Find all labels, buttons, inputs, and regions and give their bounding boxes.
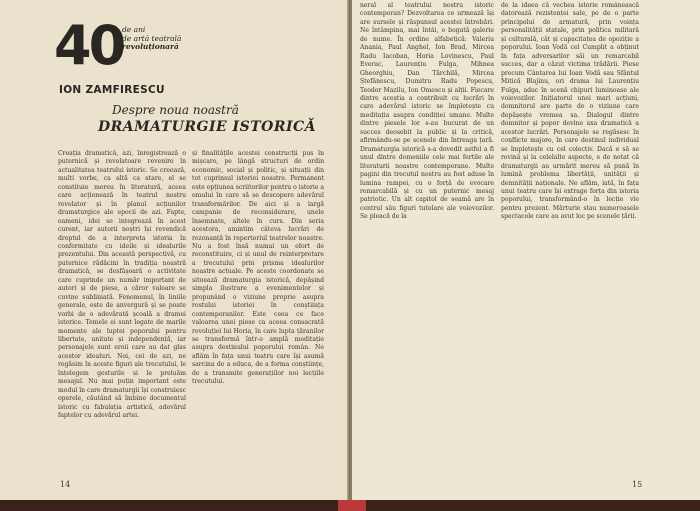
left-page	[0, 0, 348, 500]
subtitle-line-1: de ani	[122, 25, 146, 34]
anniversary-header	[54, 14, 194, 88]
right-page-number: 15	[632, 480, 643, 489]
subtitle-line-3: revoluționară	[122, 42, 179, 51]
article-title-line1: Despre noua noastră	[112, 103, 239, 117]
left-page-number: 14	[60, 480, 71, 489]
right-column-2-text: de la ideea că vechea istorie românească datorează rezistenței sale, pe de o parte principelui de armatură, prin voința personalității statale, prin politica militară și culturală, cât și capacitatea de opoziție a poporului. Ioan Vodă cel Cumplit a obținut în fața adversarilor săi un remarcabil succes, dar a căzut victima trădării. Piese precum Cântarea lui Ioan Vodă sau Sfântul Mitică Blajinu, ori drama lui Laurențiu Fulga, aduc în scenă chipuri luminoase ale voievozilor. Inițiatorul unei mari acțiuni, domnitorul are parte de o viziune care depășește vremea sa. Dialogul dintre domnitor și popor devine axa dramatică a acestor lucrări. Personajele se regăsesc în conflicte majore, în care destinul individual se împletește cu cel colectiv. Dacă e să se revină și la celelalte aspecte, e de notat că dramaturgii au urmărit mereu să pună în lumină problema libertății, unității și demnității naționale. Ne aflăm, iată, în fața unui teatru care își extrage forța din istoria poporului, transformând-o în lecție vie pentru prezent. Mărturie stau numeroasele spectacole care au avut loc pe scenele țării.	[501, 2, 639, 221]
right-column-1	[360, 2, 494, 478]
left-column-1-text: Creația dramatică, azi, înregistrează o puternică și revelatoare revenire în actualitatea teatrului istoric. Se creează, multi vorbe, ca altă ca atare, el se constituie mereu în literatură, aceea care acționează în teatrul nostru revelator și în planul acțiunilor dramaturgice ale epocii de azi. Fapte, oameni, idei se integrează în acest curent, iar autorii noștri își revendică dreptul de a interpreta istoria în conformitate cu ideile și idealurile prezentului. Din această perspectivă, cu puternice rădăcini în tradiția noastră dramatică, se desfășoară o activitate care cuprinde un număr important de autori și de piese, a căror valoare se cuvine subliniată. Fenomenul, în liniile generale, este de anvergură și se poate vorbi de o adevărată școală a dramei istorice. Temele ei sunt legate de marile momente ale luptei poporului pentru libertate, unitate și independență, iar personajele sunt eroii care au dat glas acestor idealuri. Noi, cei de azi, ne regăsim în aceste figuri ale trecutului, le înțelegem gesturile și le preluăm mesajul. Nu mai puțin important este modul în care dramaturgii își construiesc operele, căutând să îmbine documentul istoric cu fabulația artistică, adevărul faptelor cu adevărul artei.	[58, 150, 186, 420]
article-title-line2: DRAMATURGIE ISTORICĂ	[98, 119, 317, 135]
right-column-2	[501, 2, 639, 478]
anniversary-number: 40	[54, 14, 124, 77]
article-author: ION ZAMFIRESCU	[59, 84, 165, 96]
anniversary-subtitle	[122, 26, 181, 52]
subtitle-line-2: de artă teatrală	[122, 33, 182, 43]
left-column-2-text: și finalitățile acestei construcții pus în mișcare, pe lângă structuri de ordin economic, social și politic, și situații din tot cuprinsul istoriei noastre. Permanent este opțiunea scriitorilor pentru o istorie a omului în care să se descopere adevărul transformărilor. De aici și a largă campanie de reconsiderare, unele însemnate, altele în curs. Din seria acestora, amintim câteva lucrări de rezonanță în repertoriul teatrelor noastre. Nu a fost însă numai un efort de reconstituire, ci și unul de reinterpretare a trecutului prin prisma idealurilor noastre actuale. Pe aceste coordonate se situează dramaturgia istorică, depășind simpla ilustrare a evenimentelor și propunând o viziune proprie asupra rostului istoriei în conștiința contemporanilor. Este ceea ce face valoarea unei piese ca aceea consacrată revoluției lui Horia, în care lupta țăranilor se transformă într-o amplă meditație asupra destinului poporului român. Ne aflăm în fața unui teatru care își asumă sarcina de a educa, de a forma conștiințe, de a transmite generațiilor noi lecțiile trecutului.	[192, 150, 324, 386]
left-column-1	[58, 150, 186, 480]
right-page	[352, 0, 700, 500]
left-column-2	[192, 150, 324, 480]
book-spine-ribbon	[338, 500, 366, 511]
right-column-1-text: neral al teatrului nostru istoric contemporan? Dezvoltarea ce urmează își are sursele și răspunsul acestei întrebări. Ne întâmpina, mai întâi, o bogată galerie de nume. În ordine alfabetică: Valeriu Anania, Paul Anghel, Ion Brad, Mircea Radu Iacoban, Horia Lovinescu, Paul Everac, Laurențiu Fulga, Mihnea Gheorghiu, Dan Tărchilă, Mircea Ștefănescu, Dumitru Radu Popescu, Teodor Mazilu, Ion Omescu și alții. Fiecare dintre aceștia a contribuit cu lucrări în care adevărul istoric se împletește cu meditația asupra condiției umane. Multe dintre piesele lor s-au bucurat de un succes deosebit la public și la critică, afirmându-se pe scenele din întreaga țară. Dramaturgia istorică s-a dovedit astfel a fi unul dintre domeniile cele mai fertile ale literaturii noastre contemporane. Multe pagini din trecutul nostru au fost aduse în lumina rampei, cu o forță de evocare remarcabilă și cu un puternic mesaj patriotic. Un alt capitol de seamă are în centrul său figuri tutelare ale voievozilor. Se pleacă de la	[360, 2, 494, 221]
